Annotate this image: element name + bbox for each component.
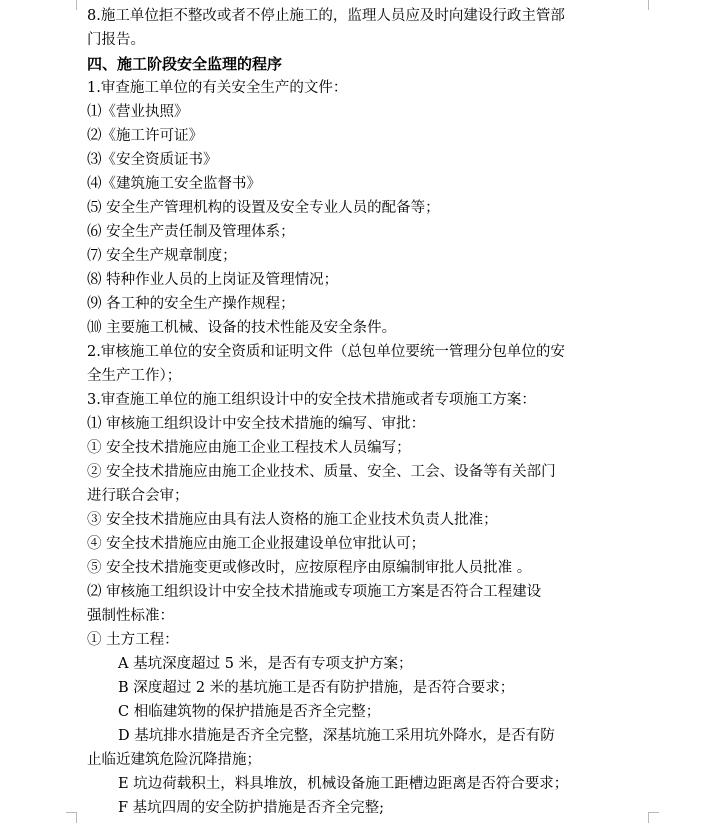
- list-item: ⑶《安全资质证书》: [87, 152, 218, 168]
- text-line: 进行联合会审；: [87, 488, 189, 504]
- list-item: ④ 安全技术措施应由施工企业报建设单位审批认可；: [87, 536, 426, 552]
- sub-list-item: E 坑边荷载积土，料具堆放，机械设备施工距槽边距离是否符合要求；: [118, 776, 569, 792]
- list-item: ① 安全技术措施应由施工企业工程技术人员编写；: [87, 440, 411, 456]
- list-item: ⑵ 审核施工组织设计中安全技术措施或专项施工方案是否符合工程建设: [87, 584, 542, 600]
- sub-list-item: F 基坑四周的安全防护措施是否齐全完整;: [118, 800, 385, 816]
- list-item: ⑻ 特种作业人员的上岗证及管理情况；: [87, 272, 339, 288]
- list-item: ⑼ 各工种的安全生产操作规程；: [87, 296, 295, 312]
- text-line: 3.审查施工单位的施工组织设计中的安全技术措施或者专项施工方案：: [87, 392, 536, 408]
- list-item: ⑵《施工许可证》: [87, 128, 203, 144]
- list-item: ⑺ 安全生产规章制度；: [87, 248, 237, 264]
- list-item: ⑤ 安全技术措施变更或修改时，应按原程序由原编制审批人员批准 。: [87, 560, 532, 576]
- list-item: ⑴ 审核施工组织设计中安全技术措施的编写、审批：: [87, 416, 426, 432]
- text-line: 强制性标准：: [87, 608, 174, 624]
- sub-list-item: D 基坑排水措施是否齐全完整，深基坑施工采用坑外降水，是否有防: [118, 728, 555, 744]
- section-heading: 四、施工阶段安全监理的程序: [87, 55, 283, 73]
- text-line: 门报告。: [87, 32, 145, 48]
- list-item: ⑽ 主要施工机械、设备的技术性能及安全条件。: [87, 320, 397, 336]
- list-item: ⑸ 安全生产管理机构的设置及安全专业人员的配备等；: [87, 200, 440, 216]
- list-item: ③ 安全技术措施应由具有法人资格的施工企业技术负责人批准；: [87, 512, 498, 528]
- list-item: ② 安全技术措施应由施工企业技术、质量、安全、工会、设备等有关部门: [87, 464, 556, 480]
- sub-list-item: A 基坑深度超过 5 米，是否有专项支护方案；: [118, 656, 413, 672]
- text-line: 止临近建筑危险沉降措施；: [87, 752, 261, 768]
- list-item: ① 土方工程：: [87, 632, 179, 648]
- text-line: 全生产工作）；: [87, 368, 182, 384]
- list-item: ⑴《营业执照》: [87, 104, 189, 120]
- corner-mark-top-left: [66, 0, 77, 10]
- corner-mark-top-right: [648, 0, 659, 10]
- corner-mark-bottom-left: [66, 812, 77, 823]
- text-line: 2.审核施工单位的安全资质和证明文件（总包单位要统一管理分包单位的安: [87, 344, 565, 360]
- text-line: 1.审查施工单位的有关安全生产的文件：: [87, 80, 348, 96]
- list-item: ⑷《建筑施工安全监督书》: [87, 176, 261, 192]
- text-line: 8.施工单位拒不整改或者不停止施工的，监理人员应及时向建设行政主管部: [87, 8, 565, 24]
- list-item: ⑹ 安全生产责任制及管理体系；: [87, 224, 295, 240]
- sub-list-item: B 深度超过 2 米的基坑施工是否有防护措施，是否符合要求；: [118, 680, 515, 696]
- sub-list-item: C 相临建筑物的保护措施是否齐全完整；: [118, 704, 381, 720]
